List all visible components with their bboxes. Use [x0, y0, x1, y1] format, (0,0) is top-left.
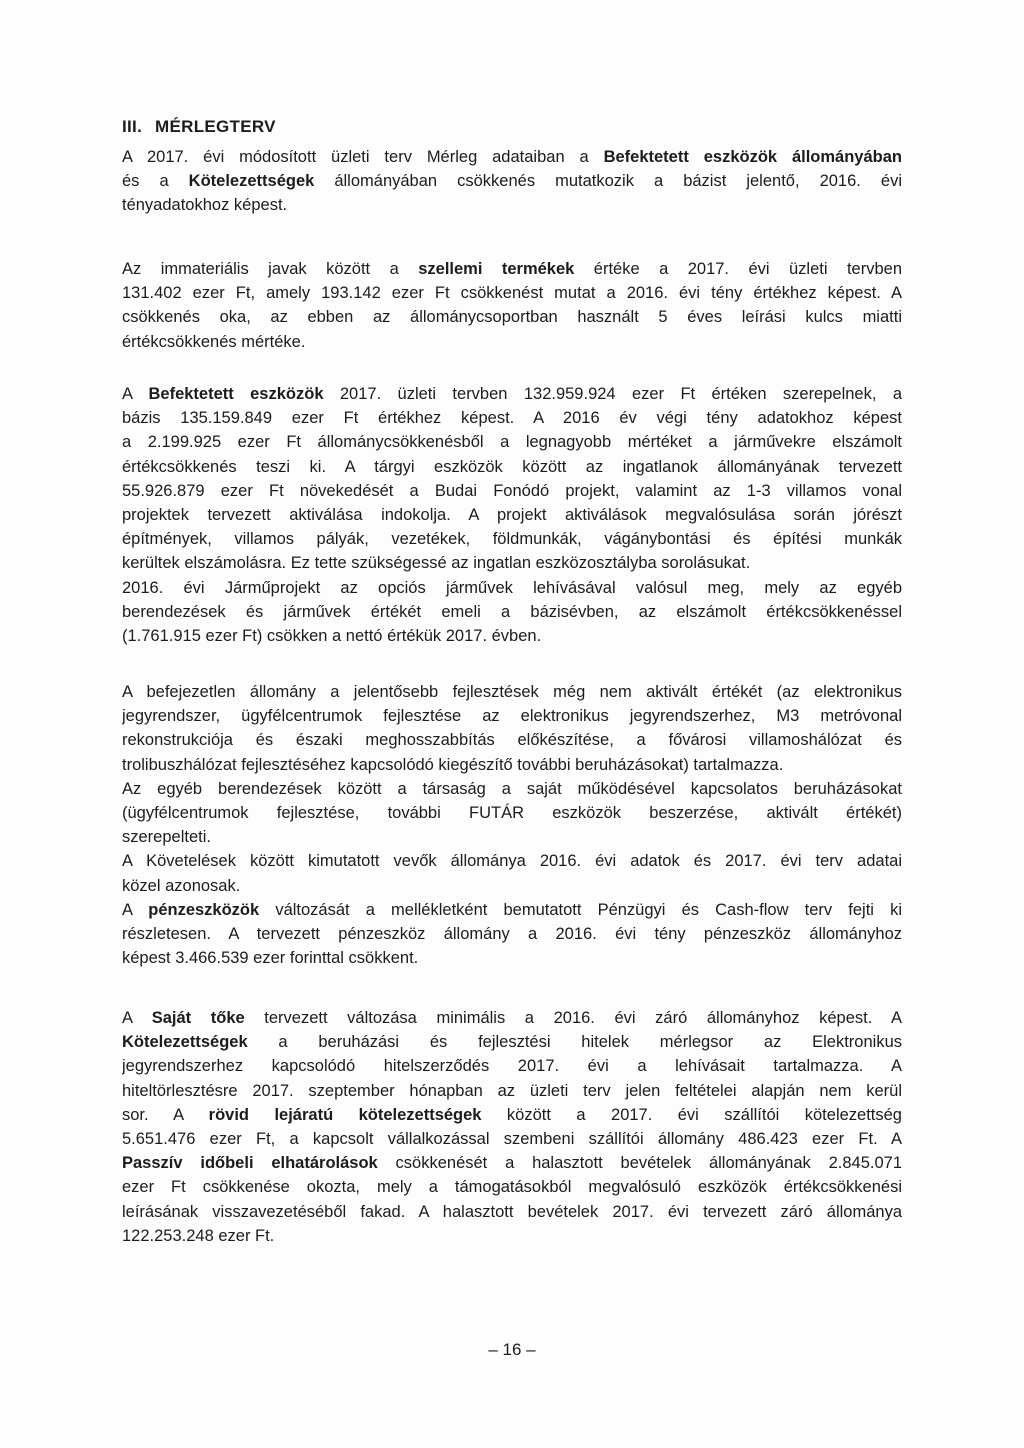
text-line: (ügyfélcentrumok fejlesztése, további FUTÁR eszközök beszerzése, aktivált értékét): [122, 803, 902, 822]
text-line: projektek tervezett aktiválása indokolja. A projekt aktiválások megvalósulása során jórészt: [122, 505, 902, 524]
text-line: A Követelések között kimutatott vevők állománya 2016. évi adatok és 2017. évi terv adatai: [122, 852, 902, 871]
text-line: csökkenés oka, az ebben az állománycsoportban használt 5 éves leírási kulcs miatti: [122, 308, 902, 327]
text-line: 2016. évi Járműprojekt az opciós járművek lehívásával valósul meg, mely az egyéb: [122, 578, 902, 597]
text-line: A Befektetett eszközök 2017. üzleti tervben 132.959.924 ezer Ft értéken szerepelnek, a: [122, 385, 902, 403]
text-line: A 2017. évi módosított üzleti terv Mérleg adataiban a Befektetett eszközök állományában: [122, 148, 902, 166]
text-line: Kötelezettségek a beruházási és fejlesztési hitelek mérlegsor az Elektronikus: [122, 1033, 902, 1052]
text-line: Az egyéb berendezések között a társaság a saját működésével kapcsolatos beruházásokat: [122, 779, 902, 798]
text-line: jegyrendszer, ügyfélcentrumok fejlesztése az elektronikus jegyrendszerhez, M3 metróvonal: [122, 707, 902, 726]
text-line: értékcsökkenés mértéke.: [122, 332, 306, 351]
text-line: értékcsökkenés teszi ki. A tárgyi eszközök között az ingatlanok állományának tervezett: [122, 457, 902, 476]
paragraph-unfinished-investments: [122, 680, 902, 970]
text-line: A Saját tőke tervezett változása minimális a 2016. évi záró állományhoz képest. A: [122, 1009, 902, 1027]
text-line: trolibuszhálózat fejlesztéséhez kapcsolódó kiegészítő további beruházásokat) tartalmazza.: [122, 755, 784, 774]
text-line: 131.402 ezer Ft, amely 193.142 ezer Ft csökkenést mutat a 2016. évi tény értékhez képest. A: [122, 284, 902, 303]
text-line: Az immateriális javak között a szellemi termékek értéke a 2017. évi üzleti tervben: [122, 260, 902, 278]
text-line: építmények, villamos pályák, vezetékek, földmunkák, vágánybontási és építési munkák: [122, 530, 902, 549]
text-line: hiteltörlesztésre 2017. szeptember hónapban az üzleti terv jelen feltételei alapján nem kerül: [122, 1081, 902, 1100]
text-line: berendezések és járművek értékét emeli a bázisévben, az elszámolt értékcsökkenéssel: [122, 602, 902, 621]
text-line: Passzív időbeli elhatárolások csökkenését a halasztott bevételek állományának 2.845.071: [122, 1154, 902, 1173]
paragraph-balance-overview: [122, 145, 902, 218]
text-line: közel azonosak.: [122, 876, 241, 895]
text-line: a 2.199.925 ezer Ft állománycsökkenésből a legnagyobb mértéket a járművekre elszámolt: [122, 433, 902, 452]
section-heading: [122, 117, 276, 137]
paragraph-equity-liabilities: [122, 1006, 902, 1248]
text-line: ezer Ft csökkenése okozta, mely a támogatásokból megvalósuló eszközök értékcsökkenési: [122, 1178, 902, 1197]
text-line: 5.651.476 ezer Ft, a kapcsolt vállalkozással szembeni szállítói állomány 486.423 ezer Ft. A: [122, 1129, 902, 1148]
text-line: képest 3.466.539 ezer forinttal csökkent.: [122, 949, 419, 968]
page-number: – 16 –: [488, 1340, 536, 1359]
text-line: leírásának visszavezetéséből fakad. A halasztott bevételek 2017. évi tervezett záró állománya: [122, 1202, 902, 1221]
text-line: A pénzeszközök változását a mellékletként bemutatott Pénzügyi és Cash-flow terv fejti ki: [122, 900, 902, 919]
paragraph-fixed-assets: [122, 382, 902, 648]
text-line: (1.761.915 ezer Ft) csökken a nettó értékük 2017. évben.: [122, 626, 542, 645]
text-line: A befejezetlen állomány a jelentősebb fejlesztések még nem aktivált értékét (az elektronikus: [122, 683, 902, 701]
text-line: sor. A rövid lejáratú kötelezettségek között a 2017. évi szállítói kötelezettség: [122, 1105, 902, 1124]
paragraph-intangible-assets: [122, 257, 902, 354]
text-line: és a Kötelezettségek állományában csökkenés mutatkozik a bázist jelentő, 2016. évi: [122, 172, 902, 191]
text-line: szerepelteti.: [122, 828, 211, 847]
section-title: MÉRLEGTERV: [155, 117, 276, 136]
text-line: 55.926.879 ezer Ft növekedését a Budai Fonódó projekt, valamint az 1-3 villamos vonal: [122, 481, 902, 500]
text-line: bázis 135.159.849 ezer Ft értékhez képest. A 2016 év végi tény adatokhoz képest: [122, 409, 902, 428]
text-line: 122.253.248 ezer Ft.: [122, 1226, 275, 1245]
text-line: tényadatokhoz képest.: [122, 196, 288, 215]
text-line: rekonstrukciója és északi meghosszabbítás előkészítése, a fővárosi villamoshálózat és: [122, 731, 902, 750]
section-number: III.: [122, 117, 143, 136]
text-line: jegyrendszerhez kapcsolódó hitelszerződés 2017. évi a lehívásait tartalmazza. A: [122, 1057, 902, 1076]
text-line: részletesen. A tervezett pénzeszköz állomány a 2016. évi tény pénzeszköz állományhoz: [122, 924, 902, 943]
text-line: kerültek elszámolásra. Ez tette szükségessé az ingatlan eszközosztályba sorolásukat.: [122, 554, 751, 573]
